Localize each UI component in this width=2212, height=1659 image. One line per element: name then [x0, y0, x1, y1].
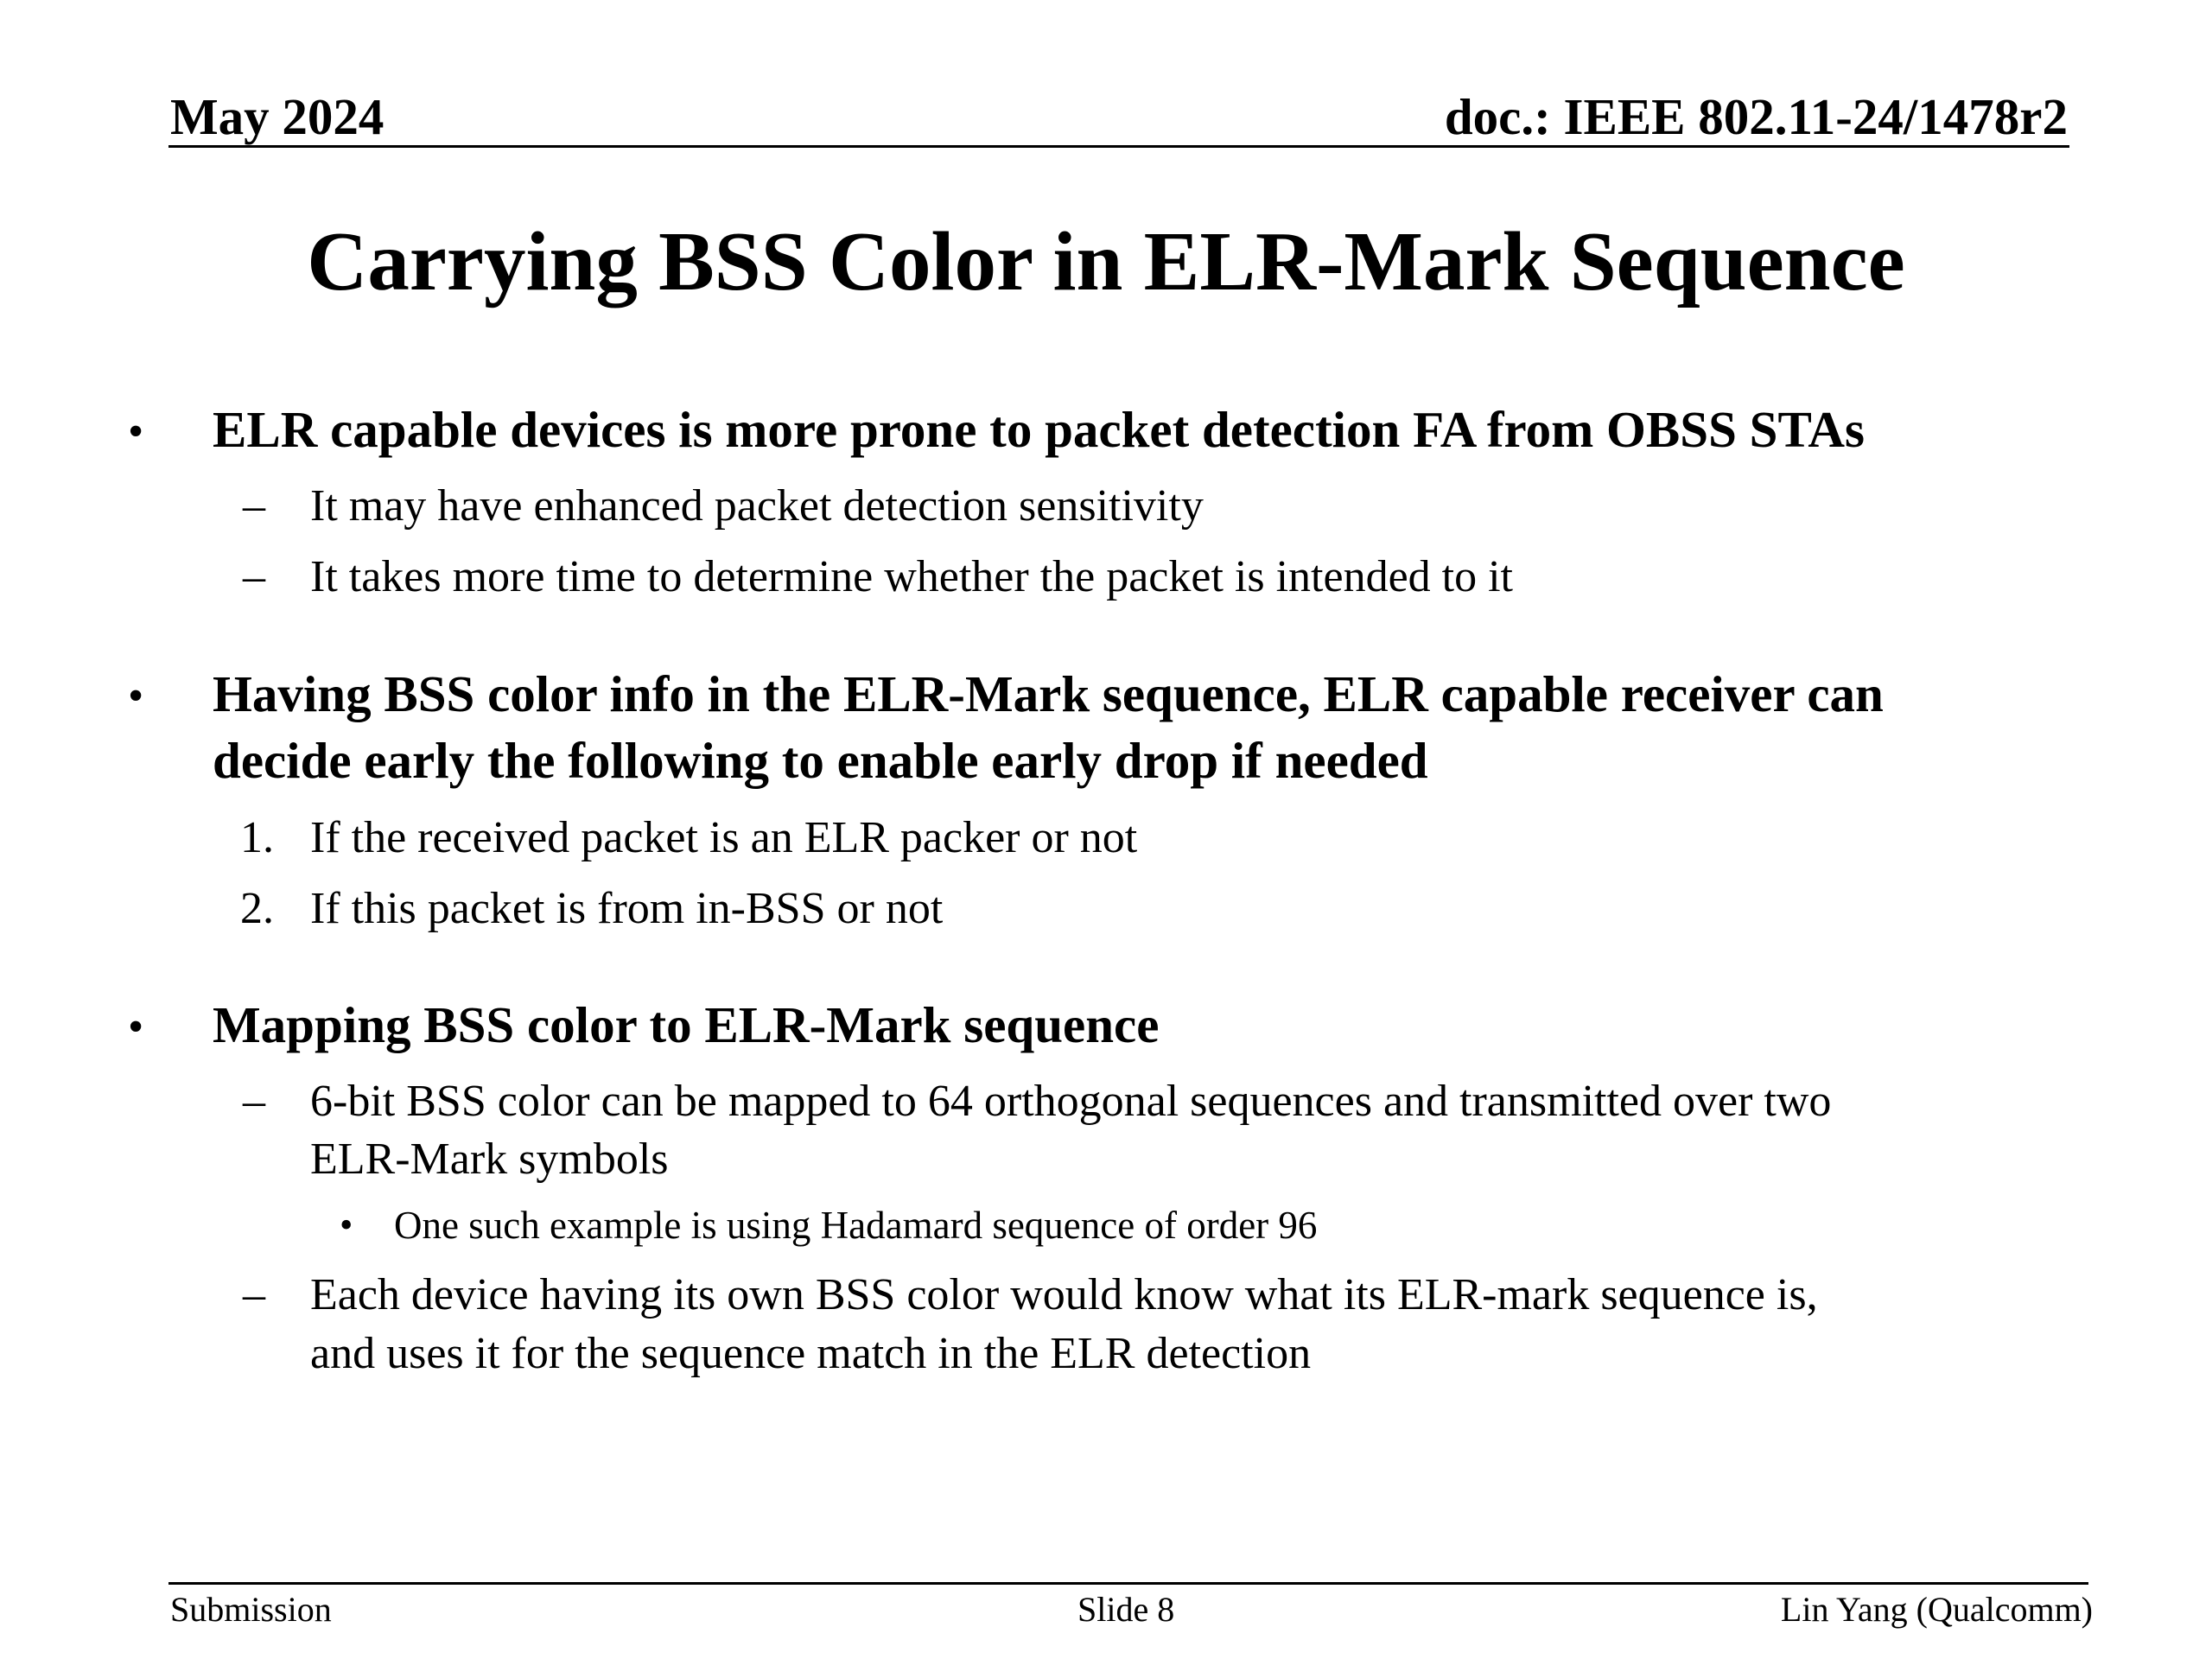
- bullet-1-sub-2-text: It takes more time to determine whether the packet is intended to it: [310, 552, 1513, 601]
- header-divider: [168, 145, 2069, 148]
- bullet-3-sub-2-text-line-2: and uses it for the sequence match in the ELR detection: [310, 1329, 1312, 1378]
- bullet-2-text-line-2: decide early the following to enable early drop if needed: [213, 732, 1428, 789]
- footer-slide-number: Slide 8: [1077, 1590, 1175, 1629]
- sub-bullet-marker: –: [243, 481, 265, 531]
- bullet-3-sub-1-text-line-2: ELR-Mark symbols: [310, 1135, 669, 1184]
- sub-bullet-marker: –: [243, 1270, 265, 1319]
- numbered-item-marker: 1.: [240, 813, 274, 862]
- bullet-marker: •: [128, 407, 144, 456]
- bullet-marker: •: [128, 671, 144, 721]
- header-date: May 2024: [170, 88, 385, 145]
- bullet-3-sub-sub-1-text: One such example is using Hadamard sequence of order 96: [394, 1204, 1318, 1247]
- bullet-2-item-2-text: If this packet is from in-BSS or not: [310, 884, 944, 933]
- footer-divider: [168, 1582, 2088, 1585]
- header-doc-id: doc.: IEEE 802.11-24/1478r2: [1444, 88, 2068, 145]
- footer-submission: Submission: [170, 1590, 332, 1629]
- bullet-2-item-1-text: If the received packet is an ELR packer or not: [310, 813, 1138, 862]
- bullet-1-text: ELR capable devices is more prone to packet detection FA from OBSS STAs: [213, 401, 1865, 458]
- bullet-marker: •: [128, 1002, 144, 1052]
- sub-bullet-marker: –: [243, 1077, 265, 1126]
- numbered-item-marker: 2.: [240, 884, 274, 933]
- slide-title: Carrying BSS Color in ELR-Mark Sequence: [307, 215, 1905, 308]
- bullet-3-sub-2-text-line-1: Each device having its own BSS color would know what its ELR-mark sequence is,: [310, 1270, 1818, 1319]
- bullet-3-sub-1-text-line-1: 6-bit BSS color can be mapped to 64 orthogonal sequences and transmitted over two: [310, 1077, 1832, 1126]
- sub-bullet-marker: –: [243, 552, 265, 601]
- bullet-2-text-line-1: Having BSS color info in the ELR-Mark sequence, ELR capable receiver can: [213, 665, 1884, 722]
- sub-sub-bullet-marker: •: [340, 1204, 353, 1246]
- bullet-1-sub-1-text: It may have enhanced packet detection sensitivity: [310, 481, 1204, 531]
- bullet-3-text: Mapping BSS color to ELR-Mark sequence: [213, 996, 1160, 1053]
- footer-author: Lin Yang (Qualcomm): [1780, 1590, 2093, 1629]
